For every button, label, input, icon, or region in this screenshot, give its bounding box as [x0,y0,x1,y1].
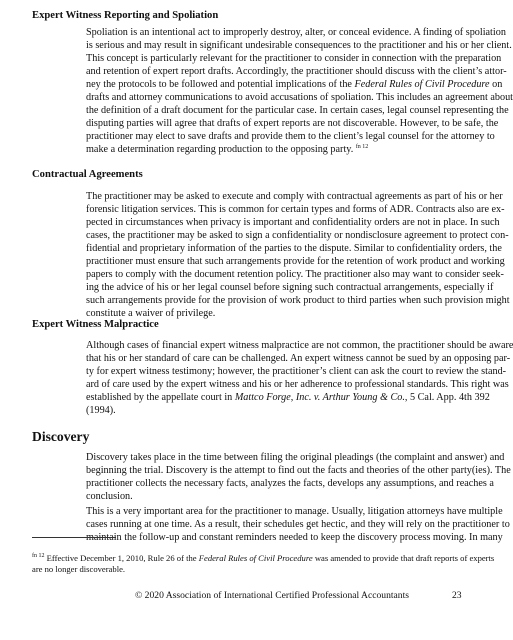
text-line: ty for expert witness testimony; however, the practitioner’s client can ask the court to review the stand- [86,366,507,378]
discovery-paragraph-2 [86,505,510,544]
text-line: practitioner collects the necessary facts, analyzes the facts, develops any assumptions, and reaches a [86,478,494,490]
text-run: Effective December 1, 2010, Rule 26 of the [44,553,199,563]
text-run: , 5 Cal. App. 4th 392 [404,392,490,404]
text-line: ard of care used by the expert witness and his or her adherence to professional standards. This right was [86,379,509,391]
spoliation-paragraph [86,26,513,156]
text-line: maintain the follow-up and constant reminders needed to keep the discovery process moving. In many [86,532,503,544]
text-line: The practitioner may be asked to execute and comply with contractual agreements as part of his or her [86,191,503,202]
text-line: ing the advice of his or her legal counsel before signing such contractual arrangements, especially if [86,282,494,294]
discovery-paragraph-1 [86,451,511,503]
text-line [86,78,503,91]
section-heading-contractual: Contractual Agreements [32,169,143,180]
text-run: established by the appellate court in [86,392,235,404]
footnote-marker: fn 12 [32,553,45,559]
text-line: is serious and may result in significant undesirable consequences to the practitioner and his or her client. [86,40,512,52]
section-heading-spoliation: Expert Witness Reporting and Spoliation [32,10,219,21]
text-line: pected in circumstances when privacy is important and confidentiality orders are not in place. In such [86,217,500,229]
page-number: 23 [452,590,462,601]
text-line: cases, the practitioner may be asked to sign a confidentiality or nondisclosure agreement to protect con- [86,230,509,242]
text-line: practitioner may elect to save drafts and provide them to the client’s legal counsel for the attorney to [86,131,495,143]
text-run: was amended to provide that draft reports of experts [312,553,495,563]
text-line [86,143,464,156]
text-line: that his or her standard of care can be challenged. An expert witness cannot be sued by an opposing par- [86,353,511,365]
footnote [32,553,495,574]
text-line: constitute a waiver of privilege. [86,308,216,320]
text-line: fidential and proprietary information of the parties to the dispute. Similar to confidentiality orders, the [86,243,502,255]
text-line: Discovery takes place in the time between filing the original pleadings (the complaint and answer) and [86,452,505,463]
contractual-paragraph [86,190,510,320]
text-line: Spoliation is an intentional act to improperly destroy, alter, or conceal evidence. A finding of spoliation [86,27,506,38]
section-heading-discovery: Discovery [32,429,90,444]
text-line: cases running at one time. As a result, their schedules get hectic, and they will rely on the practitioner to [86,519,510,531]
text-line: and retention of expert report drafts. Accordingly, the practitioner should discuss with the client’s attor- [86,66,507,78]
text-line: (1994). [86,405,116,417]
footnote-reference: fn 12 [355,144,369,151]
text-line: disputing parties will agree that drafts of expert reports are not discoverable. However, to be safe, the [86,118,499,130]
text-line [32,553,495,564]
copyright-footer: © 2020 Association of International Certified Professional Accountants [135,590,409,601]
text-line: such arrangements provide for the provision of work product to third parties when such provision might [86,295,510,307]
text-run: make a determination regarding production to the opposing party. [86,144,354,156]
text-line: forensic litigation services. This is common for certain types and forms of ADR. Contracts also are ex- [86,204,505,216]
text-line: drafts and attorney communications to avoid accusations of spoliation. This includes an agreement about [86,92,513,104]
rules-title-italic: Federal Rules of Civil Procedure [354,79,490,91]
text-line: the definition of a draft document for the particular case. In certain cases, legal counsel representing the [86,105,509,117]
text-line: are no longer discoverable. [32,563,126,574]
malpractice-paragraph [86,339,513,417]
case-name-italic: Mattco Forge, Inc. v. Arthur Young & Co. [234,392,405,404]
text-line: papers to comply with the document retention policy. The practitioner also may want to consider seek- [86,269,504,281]
text-run: on [489,79,503,91]
text-line: This is a very important area for the practitioner to manage. Usually, litigation attorneys have multiple [86,506,503,517]
text-line [86,391,490,404]
footnote-divider [32,537,116,538]
section-heading-malpractice: Expert Witness Malpractice [32,319,159,330]
text-line: conclusion. [86,491,133,503]
text-line: practitioner must ensure that such arrangements provide for the retention of work product and working [86,256,505,268]
rules-title-italic: Federal Rules of Civil Procedure [198,553,313,563]
text-line: This concept is particularly relevant for the practitioner to consider in connection with the preparation [86,53,502,65]
text-line: Although cases of financial expert witness malpractice are not common, the practitioner should be aware [86,340,513,351]
text-line: beginning the trial. Discovery is the attempt to find out the facts and theories of the other party(ies). The [86,465,511,477]
text-run: ney the protocols to be followed and potential implications of the [86,79,355,91]
